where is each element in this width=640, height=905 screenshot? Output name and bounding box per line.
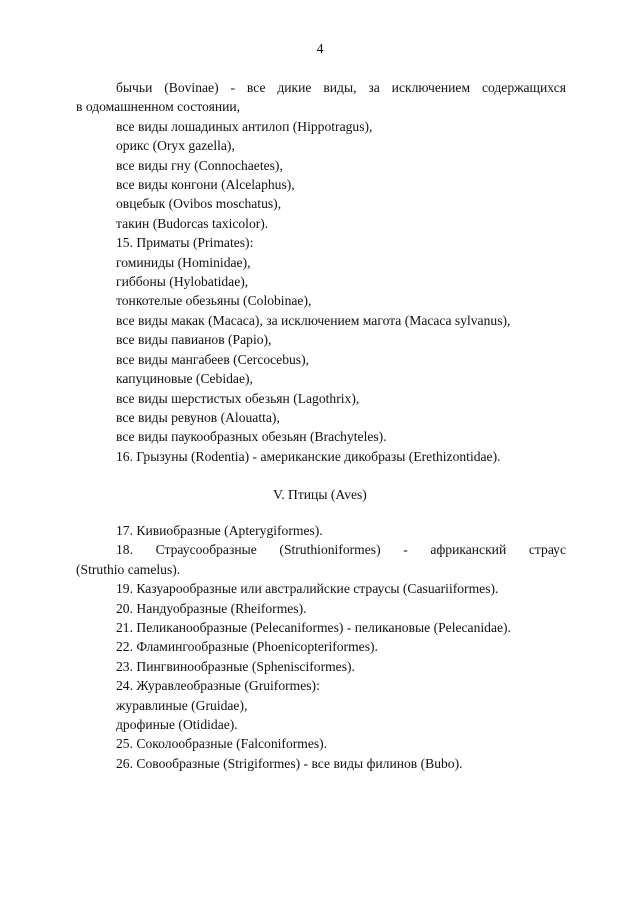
section-v-line: 19. Казуарообразные или австралийские страусы (Casuariiformes).	[116, 581, 499, 597]
section-iv-line: тонкотелые обезьяны (Colobinae),	[116, 293, 312, 309]
section-iv-line: 16. Грызуны (Rodentia) - американские дикобразы (Erethizontidae).	[116, 448, 501, 464]
section-v-line: журавлиные (Gruidae),	[116, 697, 248, 713]
section-iv-line: все виды шерстистых обезьян (Lagothrix),	[116, 390, 360, 406]
section-v-line: 23. Пингвинообразные (Sphenisciformes).	[116, 658, 355, 674]
section-iv-line: все виды конгони (Alcelaphus),	[116, 177, 295, 193]
section-v-line: дрофиные (Otididae).	[116, 717, 238, 733]
section-v-list	[76, 521, 566, 773]
section-v-line: 25. Соколообразные (Falconiformes).	[116, 736, 328, 752]
section-iv-line: все виды паукообразных обезьян (Brachyteles).	[116, 429, 387, 445]
page-number: 4	[316, 42, 324, 57]
section-v-line: 21. Пеликанообразные (Pelecaniformes) - пеликановые (Pelecanidae).	[116, 620, 511, 636]
section-iv-line: бычьи (Bovinae) - все дикие виды, за исключением содержащихся	[116, 80, 566, 95]
section-v-line: 17. Кивиобразные (Apterygiformes).	[116, 523, 323, 538]
section-iv-continued	[76, 78, 566, 466]
section-iv-line: все виды ревунов (Alouatta),	[116, 409, 280, 425]
section-iv-line: такин (Budorcas taxicolor).	[116, 215, 269, 231]
section-v-line: 18. Страусообразные (Struthioniformes) - африканский страус	[116, 542, 566, 558]
section-v-line: (Struthio camelus).	[76, 561, 181, 577]
section-iv-line: все виды макак (Macaca), за исключением магота (Macaca sylvanus),	[116, 312, 511, 328]
section-iv-line: орикс (Oryx gazella),	[116, 138, 235, 154]
section-iv-line: все виды мангабеев (Cercocebus),	[116, 351, 310, 367]
section-iv-line: овцебык (Ovibos moschatus),	[116, 196, 282, 212]
section-iv-line: все виды лошадиных антилоп (Hippotragus),	[116, 118, 373, 134]
section-iv-line: капуциновые (Cebidae),	[116, 371, 253, 387]
section-v-line: 22. Фламингообразные (Phoenicopteriformes).	[116, 639, 378, 655]
section-iv-line: все виды павианов (Papio),	[116, 332, 272, 348]
section-v-line: 20. Нандуобразные (Rheiformes).	[116, 600, 307, 616]
section-iv-line: гиббоны (Hylobatidae),	[116, 274, 249, 290]
section-v-line: 24. Журавлеобразные (Gruiformes):	[116, 678, 320, 694]
section-iv-line: в одомашненном состоянии,	[76, 99, 241, 115]
section-v-heading: V. Птицы (Aves)	[273, 487, 367, 502]
section-iv-line: все виды гну (Connochaetes),	[116, 157, 283, 173]
section-iv-line: гоминиды (Hominidae),	[116, 254, 251, 270]
section-v-line: 26. Совообразные (Strigiformes) - все виды филинов (Bubo).	[116, 755, 463, 771]
section-iv-line: 15. Приматы (Primates):	[116, 235, 254, 251]
